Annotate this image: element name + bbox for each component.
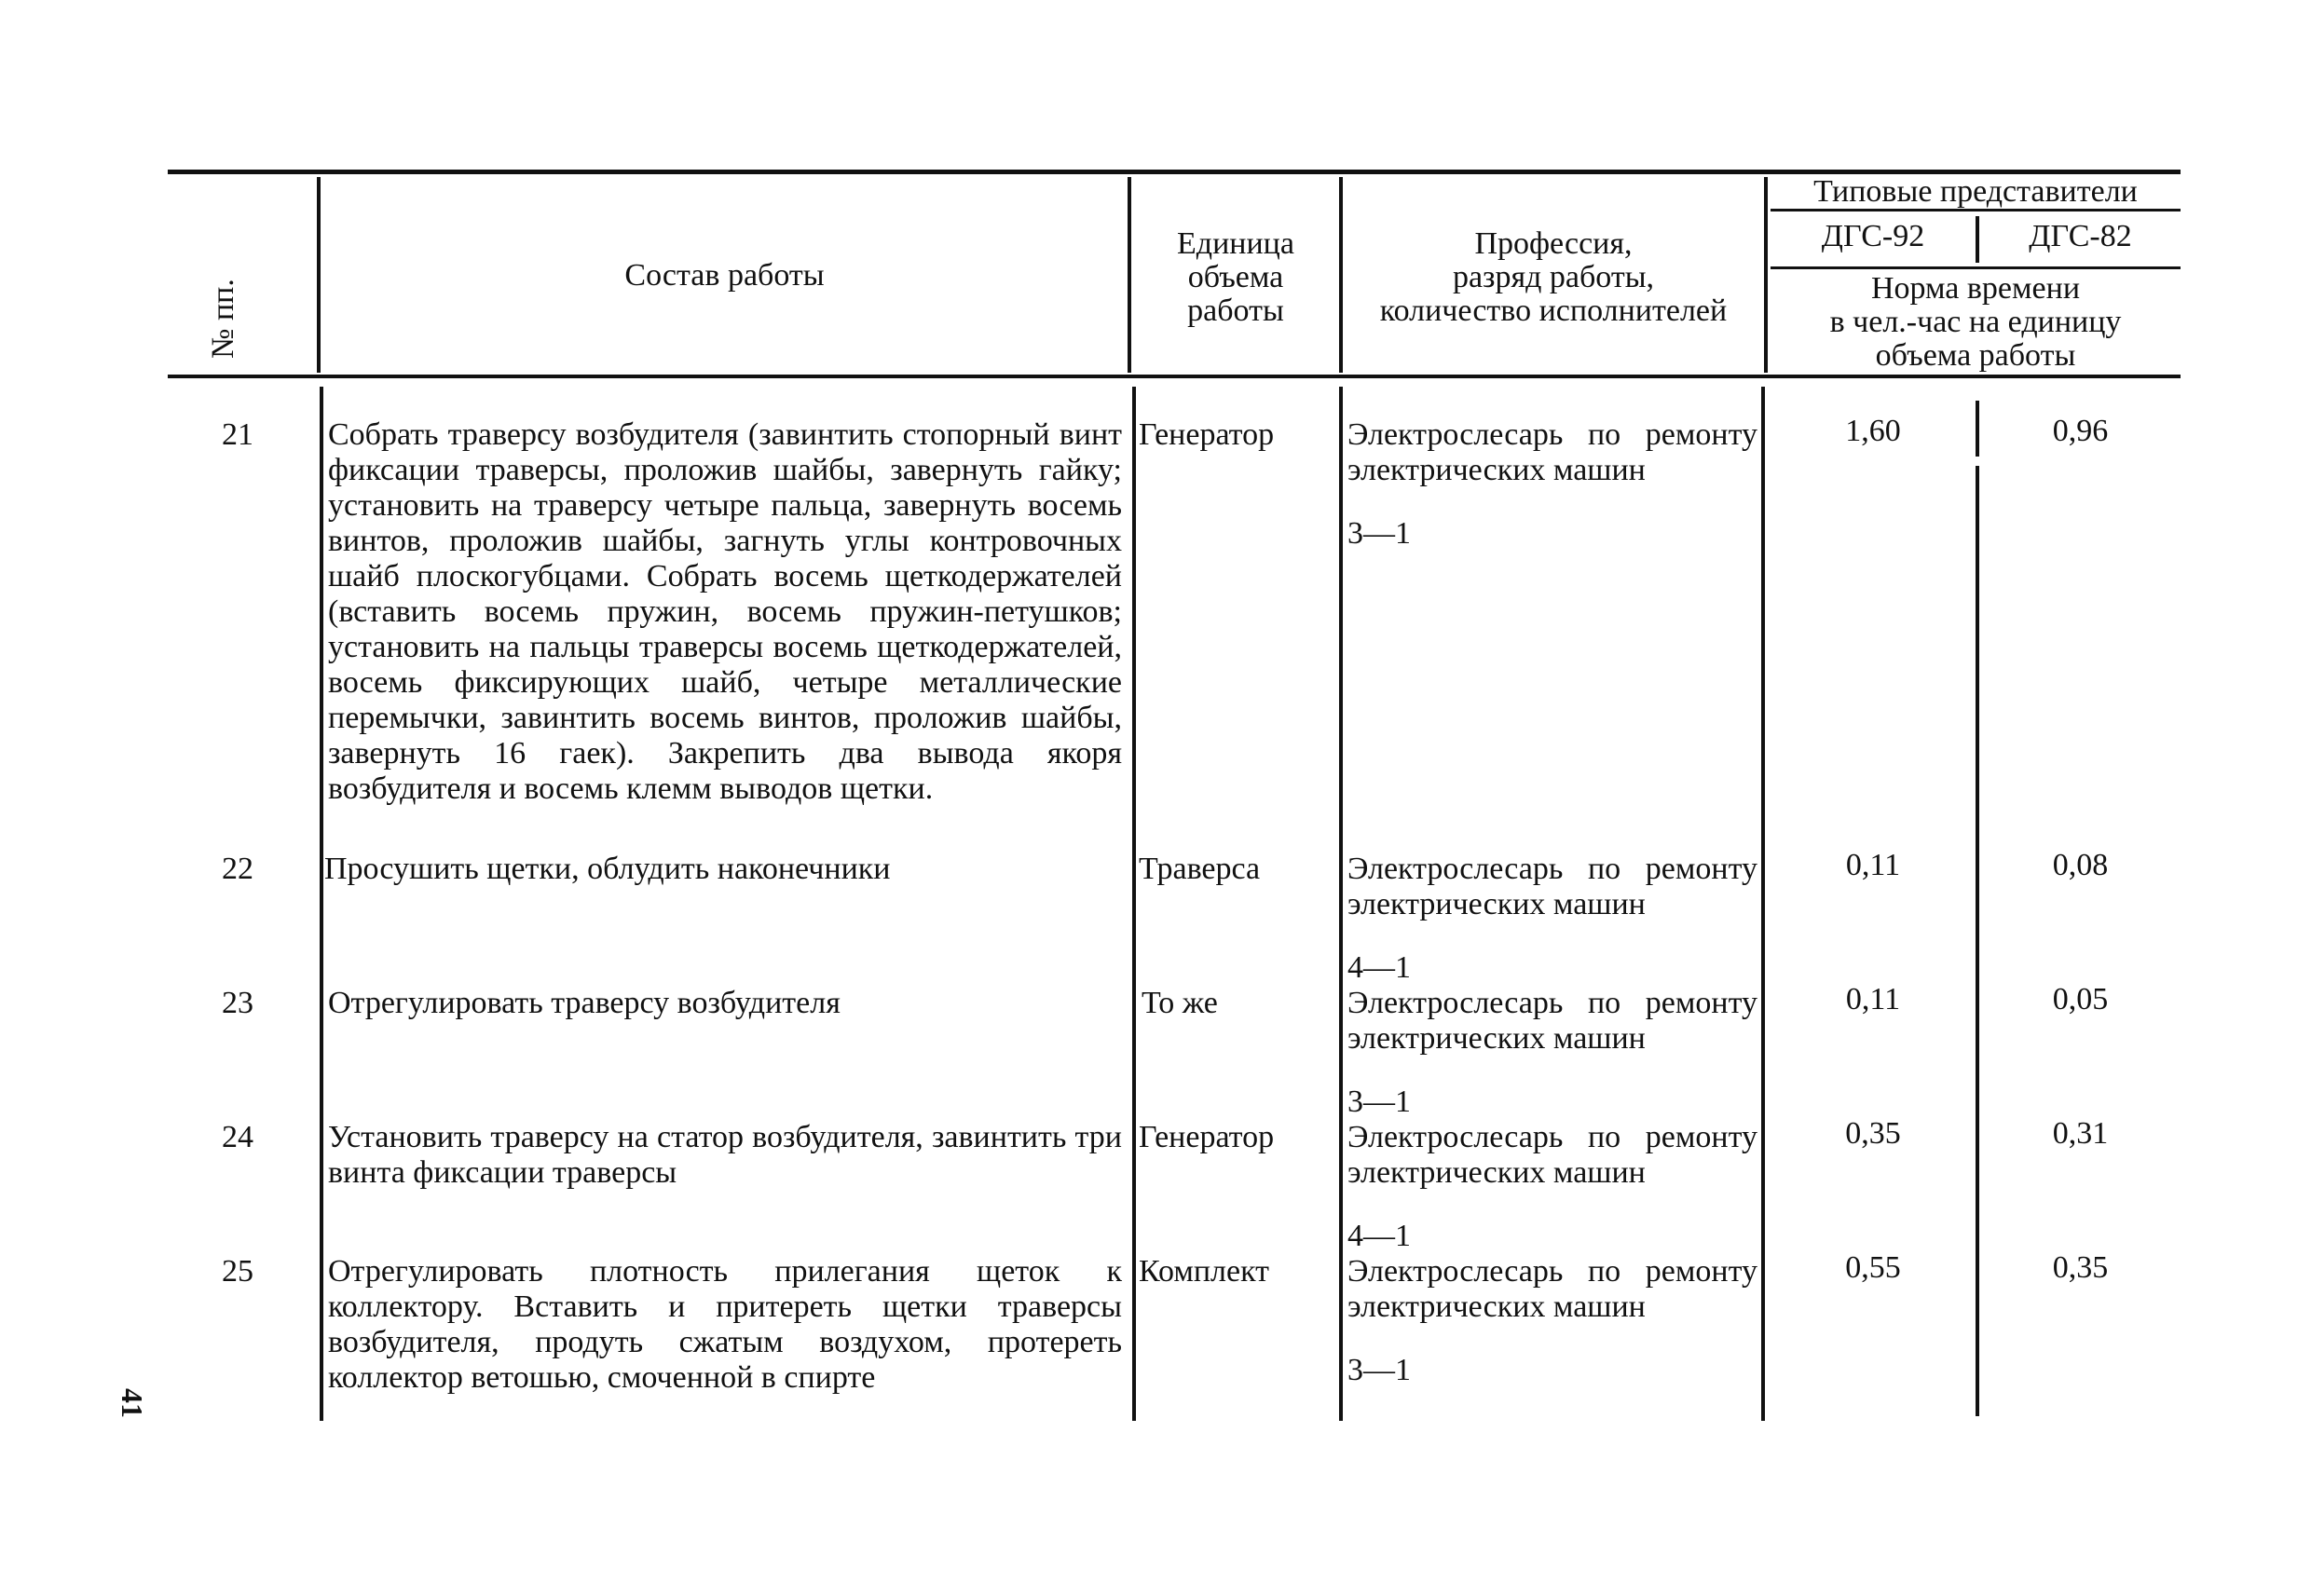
col-divider-3 — [1339, 177, 1343, 373]
col-divider-dgs — [1976, 216, 1979, 263]
row-23-work: Отрегулировать траверсу возбудителя — [328, 986, 841, 1020]
row-22-unit: Траверса — [1139, 852, 1261, 886]
header-time-norm: Норма времени в чел.-час на единицу объема работы — [1829, 271, 2122, 373]
header-profession: Профессия, разряд работы, количество исполнителей — [1379, 226, 1728, 328]
row-23-unit: То же — [1142, 986, 1218, 1020]
row-25-num: 25 — [222, 1254, 253, 1289]
row-24-unit: Генератор — [1139, 1120, 1275, 1154]
row-21-dgs92: 1,60 — [1845, 414, 1901, 448]
row-25-grade: 3—1 — [1347, 1353, 1411, 1387]
header-dgs92: ДГС-92 — [1821, 219, 1925, 253]
col-divider-1 — [317, 177, 321, 373]
row-24-num: 24 — [222, 1120, 253, 1154]
row-22-work: Просушить щетки, облудить наконечники — [324, 852, 891, 886]
row-21-grade: 3—1 — [1347, 516, 1411, 551]
row-21-profession: Электрослесарь по ремонту электрических машин — [1347, 417, 1757, 487]
col-divider-4-body — [1761, 387, 1765, 1421]
col-divider-dgs-body-b — [1976, 466, 1979, 1416]
col-divider-dgs-body-a — [1976, 401, 1979, 457]
col-divider-4 — [1764, 177, 1768, 373]
row-22-dgs92: 0,11 — [1845, 848, 1901, 882]
col-divider-3-body — [1339, 387, 1343, 1421]
row-21-work: Собрать траверсу возбудителя (завинтить стопорный винт фиксации траверсы, проложив шайбы, завернуть гайку; установить на траверсу четыре пальца, завернуть восемь винтов, проложив шайбы, загнуть углы контровочных шайб плоскогубцами. Собрать восемь щеткодержателей (вставить восемь пружин, восемь пружин-петушков; установить на пальцы траверсы восемь щеткодержателей, восемь фиксирующих шайб, четыре металлические перемычки, завинтить восемь винтов, проложив шайбы, завернуть 16 гаек). Закрепить два вывода якоря возбудителя и восемь клемм выводов щетки. — [328, 417, 1122, 806]
header-dgs82: ДГС-82 — [2029, 219, 2132, 253]
row-21-unit: Генератор — [1139, 417, 1275, 452]
row-23-dgs82: 0,05 — [2052, 982, 2109, 1016]
row-24-dgs92: 0,35 — [1845, 1116, 1901, 1151]
header-typical-representatives: Типовые представители — [1813, 174, 2138, 209]
row-23-profession: Электрослесарь по ремонту электрических машин — [1347, 986, 1757, 1056]
row-24-profession: Электрослесарь по ремонту электрических машин — [1347, 1120, 1757, 1190]
row-22-dgs82: 0,08 — [2052, 848, 2109, 882]
header-num: № пп. — [206, 279, 240, 359]
row-22-profession: Электрослесарь по ремонту электрических машин — [1347, 852, 1757, 921]
page-number: 41 — [116, 1388, 149, 1418]
row-21-dgs82: 0,96 — [2052, 414, 2109, 448]
row-25-profession: Электрослесарь по ремонту электрических машин — [1347, 1254, 1757, 1324]
row-23-num: 23 — [222, 986, 253, 1020]
col-divider-2 — [1128, 177, 1131, 373]
row-22-num: 22 — [222, 852, 253, 886]
row-22-grade: 4—1 — [1347, 950, 1411, 985]
row-24-work: Установить траверсу на статор возбудителя, завинтить три винта фиксации траверсы — [328, 1120, 1122, 1190]
row-23-grade: 3—1 — [1347, 1084, 1411, 1119]
row-25-dgs82: 0,35 — [2052, 1250, 2109, 1285]
col-divider-2-body — [1132, 387, 1136, 1421]
col-divider-1-body — [320, 387, 323, 1421]
row-24-dgs82: 0,31 — [2052, 1116, 2109, 1151]
header-unit: Единица объема работы — [1177, 226, 1294, 328]
header-work: Состав работы — [624, 258, 825, 293]
row-21-num: 21 — [222, 417, 253, 452]
norm-subheader-rule — [1771, 266, 2181, 269]
row-24-grade: 4—1 — [1347, 1219, 1411, 1253]
typical-subheader-rule — [1771, 209, 2181, 211]
header-bottom-rule — [168, 375, 2181, 378]
row-25-dgs92: 0,55 — [1845, 1250, 1901, 1285]
row-25-work: Отрегулировать плотность прилегания щеток к коллектору. Вставить и притереть щетки траверсы возбудителя, продуть сжатым воздухом, протереть коллектор ветошью, смоченной в спирте — [328, 1254, 1122, 1395]
row-23-dgs92: 0,11 — [1845, 982, 1901, 1016]
row-25-unit: Комплект — [1139, 1254, 1270, 1289]
